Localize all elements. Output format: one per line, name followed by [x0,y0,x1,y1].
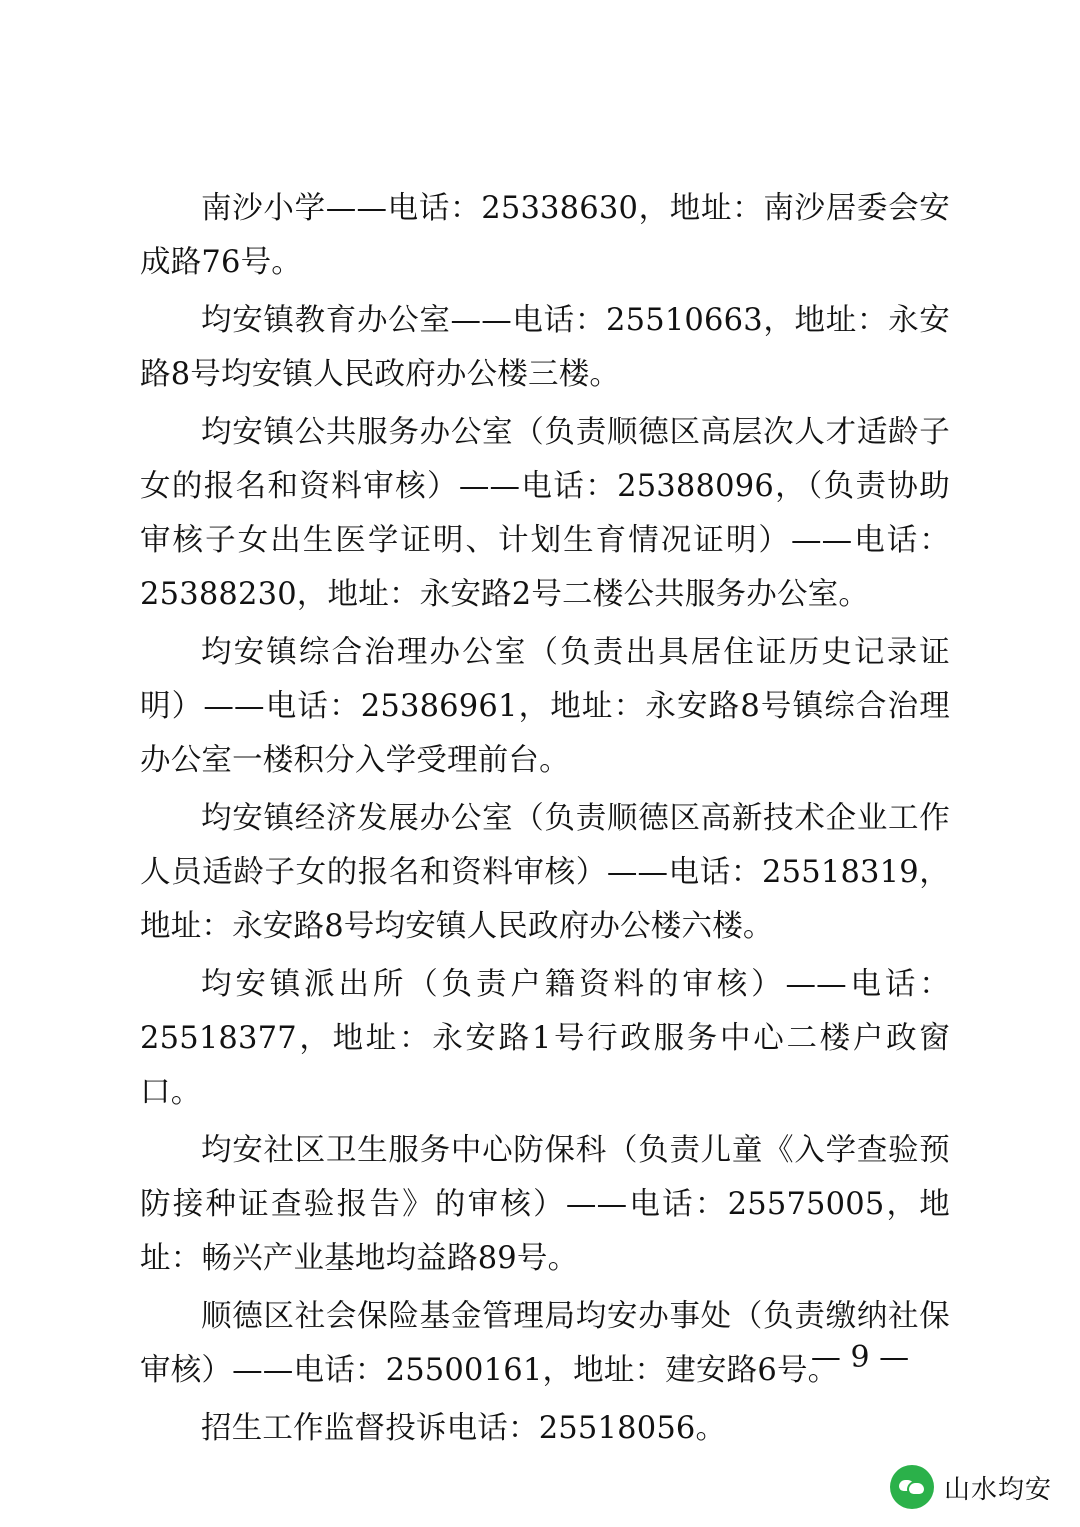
watermark [890,1465,1052,1509]
document-body [140,182,950,1460]
paragraph: 均安镇派出所（负责户籍资料的审核）——电话：25518377，地址：永安路1号行政服务中心二楼户政窗口。 [140,967,950,1110]
paragraph: 均安镇经济发展办公室（负责顺德区高新技术企业工作人员适龄子女的报名和资料审核）——电话：25518319，地址：永安路8号均安镇人民政府办公楼六楼。 [140,801,950,944]
paragraph: 招生工作监督投诉电话：25518056。 [201,1411,727,1446]
page-number: — 9 — [810,1340,910,1375]
paragraph: 均安镇综合治理办公室（负责出具居住证历史记录证明）——电话：25386961，地址：永安路8号镇综合治理办公室一楼积分入学受理前台。 [140,635,950,778]
paragraph: 均安镇公共服务办公室（负责顺德区高层次人才适龄子女的报名和资料审核）——电话：25388096，（负责协助审核子女出生医学证明、计划生育情况证明）——电话：25388230，地址：永安路2号二楼公共服务办公室。 [140,415,950,612]
paragraph: 顺德区社会保险基金管理局均安办事处（负责缴纳社保审核）——电话：25500161，地址：建安路6号。 [140,1299,950,1388]
paragraph: 均安镇教育办公室——电话：25510663，地址：永安路8号均安镇人民政府办公楼三楼。 [140,303,950,392]
paragraph: 南沙小学——电话：25338630，地址：南沙居委会安成路76号。 [140,191,950,280]
paragraph: 均安社区卫生服务中心防保科（负责儿童《入学查验预防接种证查验报告》的审核）——电话：25575005，地址：畅兴产业基地均益路89号。 [140,1133,950,1276]
watermark-label: 山水均安 [943,1474,1052,1505]
wechat-logo-icon [890,1465,934,1509]
